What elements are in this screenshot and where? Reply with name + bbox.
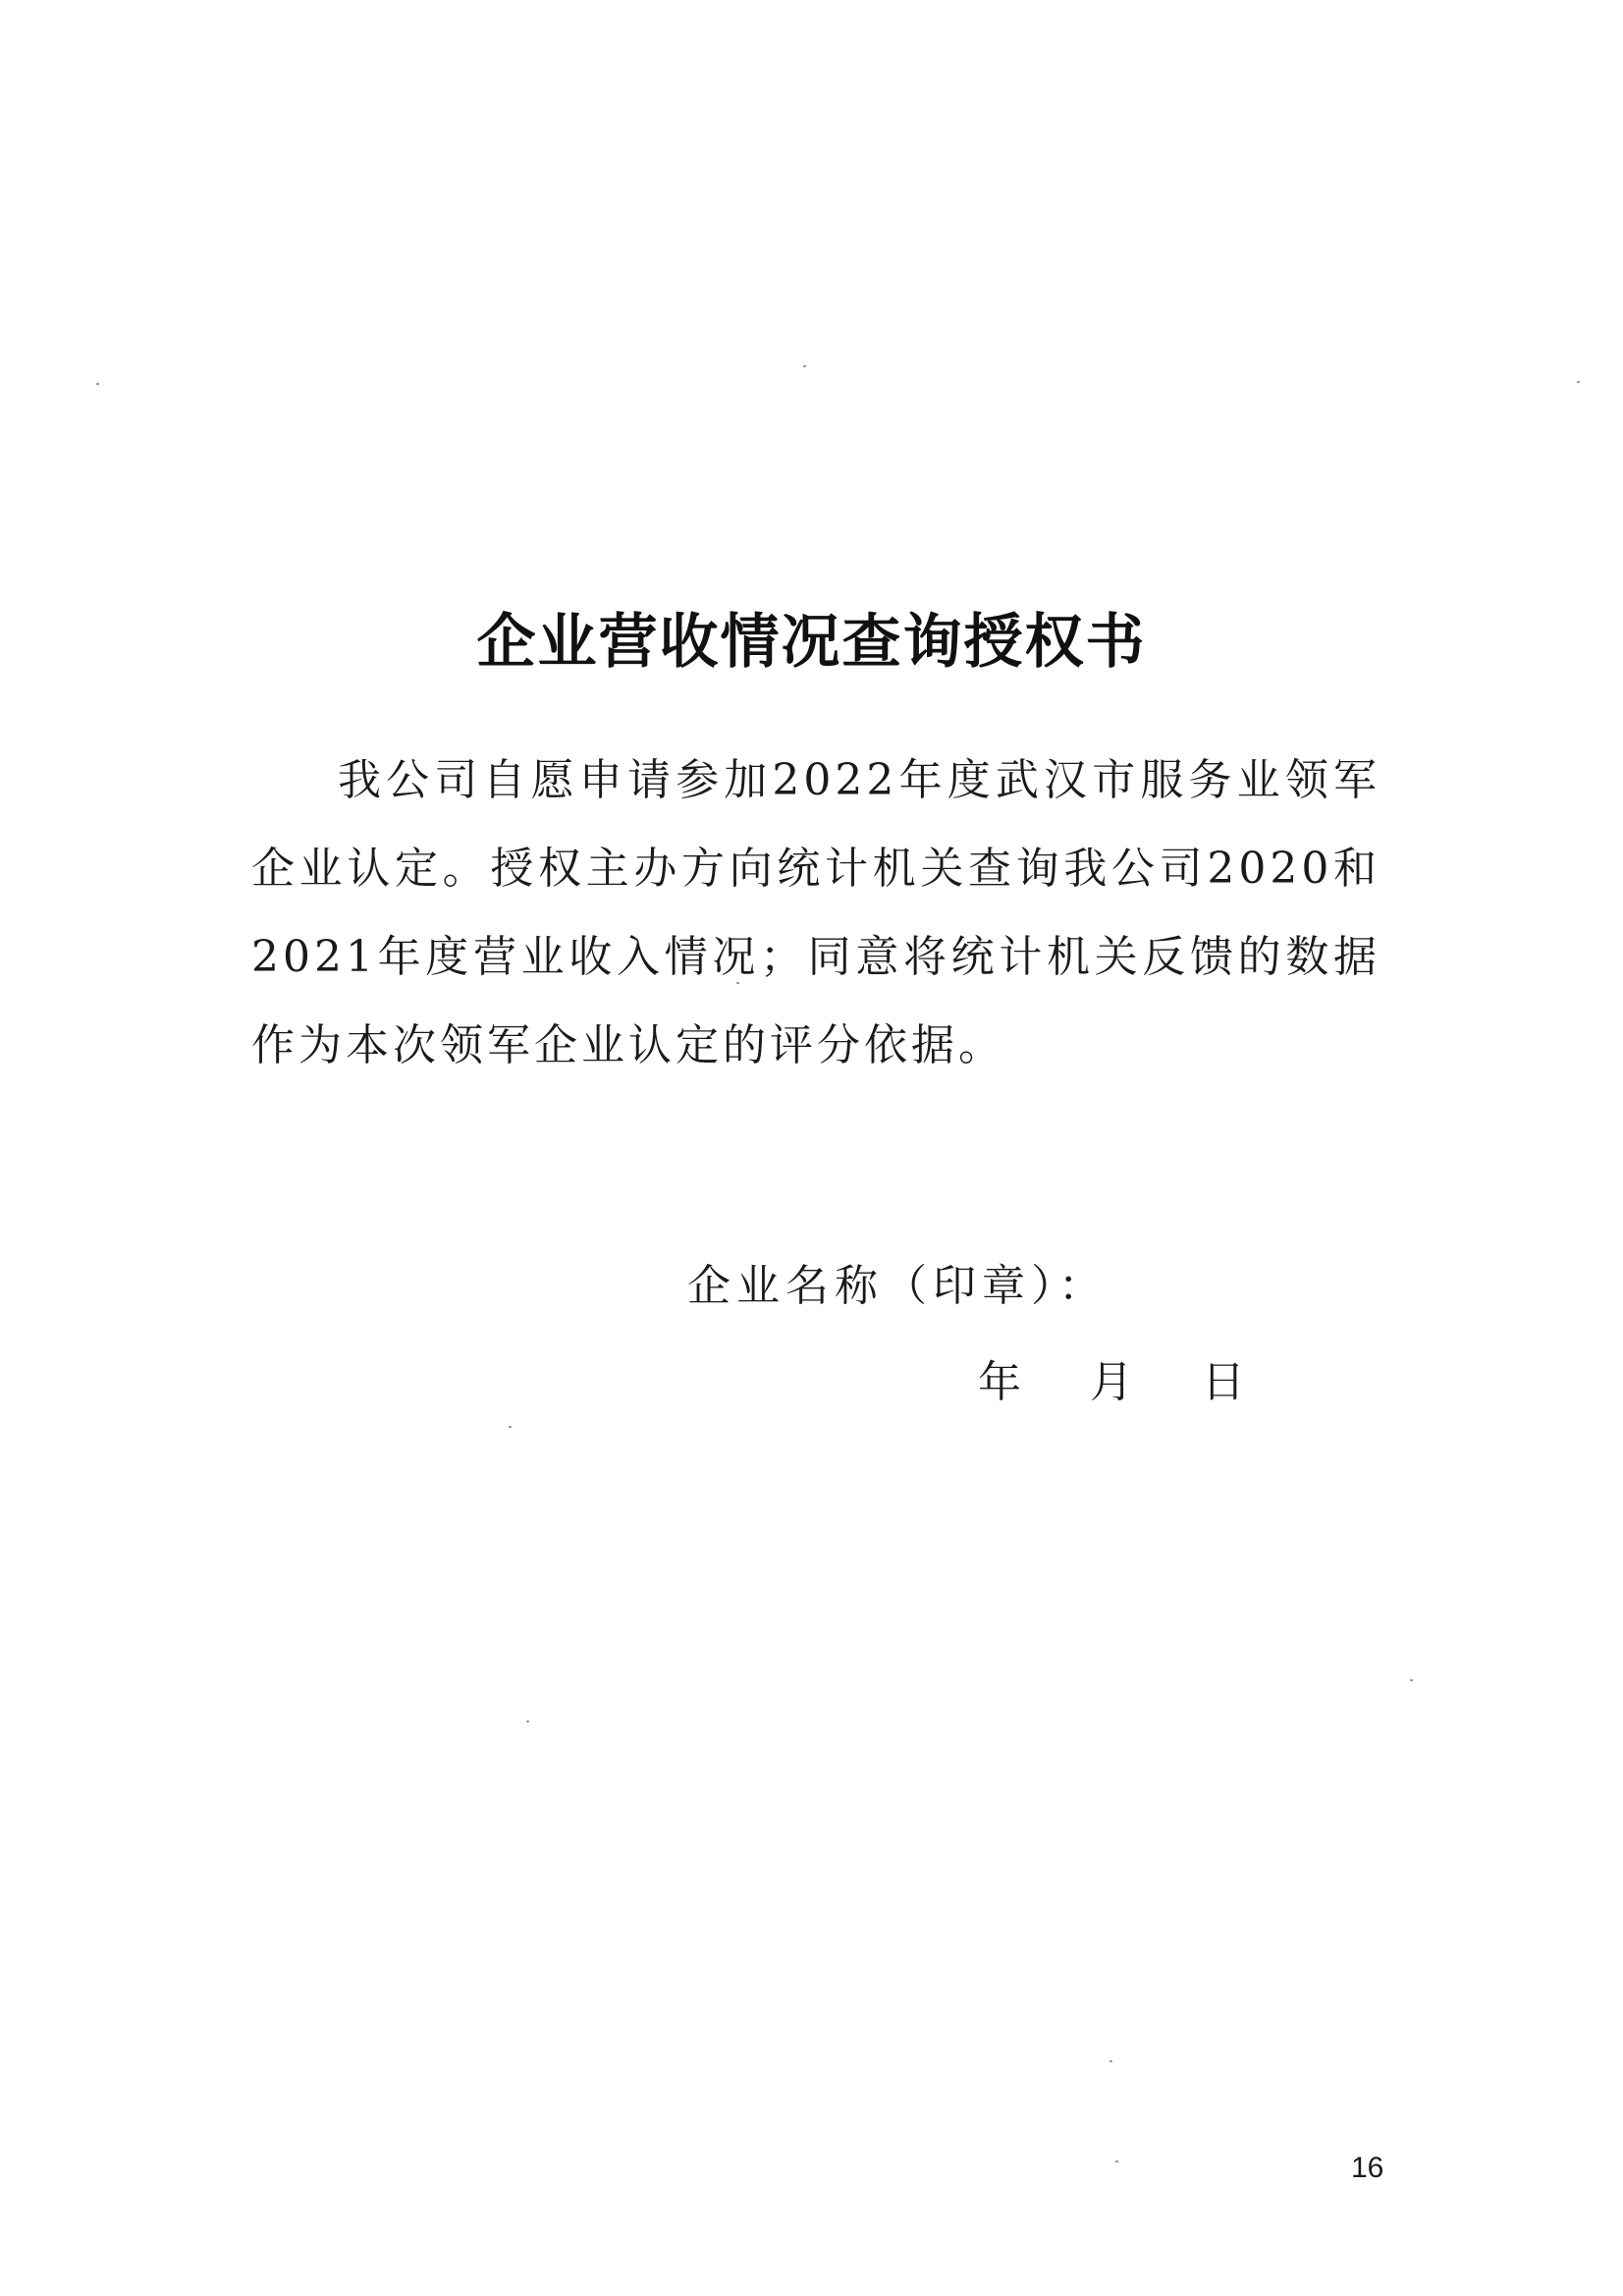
scan-speck: [803, 365, 806, 367]
scan-speck: [1410, 1679, 1413, 1681]
scan-speck: [96, 383, 99, 385]
scan-speck: [1115, 2160, 1118, 2162]
scan-speck: [1577, 381, 1580, 383]
date-day-label: 日: [1202, 1357, 1245, 1407]
page-number: 16: [1351, 2152, 1384, 2184]
scan-speck: [1109, 2060, 1112, 2062]
date-year-label: 年: [978, 1357, 1021, 1407]
scan-speck: [509, 1426, 512, 1428]
company-name-seal-label: 企业名称（印章）：: [687, 1261, 1108, 1311]
date-month-label: 月: [1090, 1357, 1133, 1407]
document-body: 我公司自愿申请参加2022年度武汉市服务业领军企业认定。授权主办方向统计机关查询我公司2020和2021年度营业收入情况；同意将统计机关反馈的数据作为本次领军企业认定的评分依据。: [251, 755, 1380, 1070]
scan-speck: [526, 1721, 529, 1722]
document-title: 企业营收情况查询授权书: [476, 608, 1147, 677]
